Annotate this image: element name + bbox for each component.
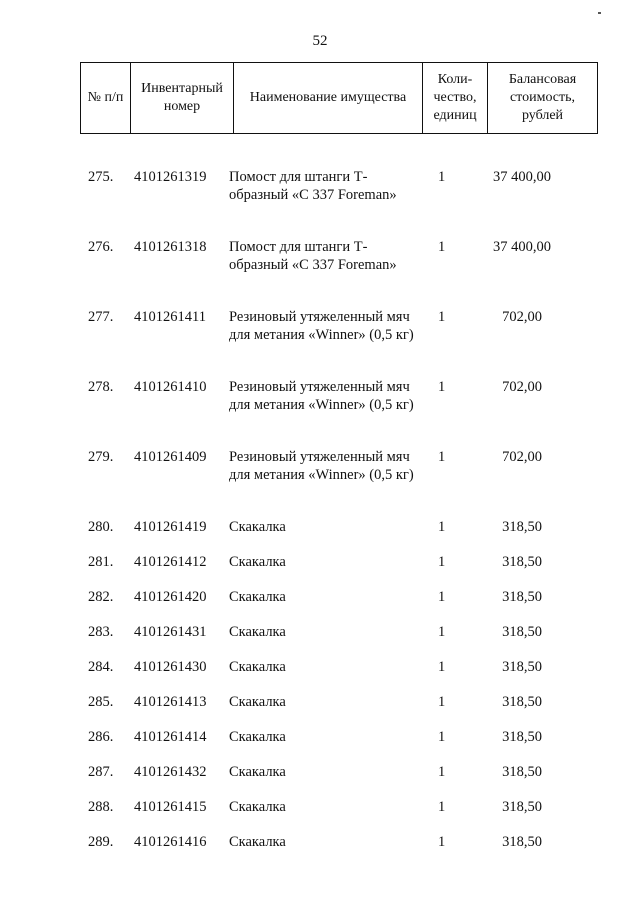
row-number: 280. [88, 519, 114, 535]
row-number: 288. [88, 799, 114, 815]
header-name: Наименование имущества [234, 63, 423, 134]
item-quantity: 1 [438, 309, 446, 325]
item-name: Резиновый утяжеленный мяч для метания «Winner» (0,5 кг) [229, 379, 414, 413]
item-name: Скакалка [229, 834, 286, 850]
row-number: 287. [88, 764, 114, 780]
table-row [0, 238, 640, 308]
row-number: 276. [88, 239, 114, 255]
item-cost: 318,50 [502, 659, 542, 675]
row-number: 284. [88, 659, 114, 675]
row-number: 283. [88, 624, 114, 640]
item-cost: 318,50 [502, 694, 542, 710]
table-row [0, 833, 640, 868]
item-name: Скакалка [229, 589, 286, 605]
item-quantity: 1 [438, 589, 446, 605]
item-quantity: 1 [438, 379, 446, 395]
inventory-number: 4101261415 [134, 799, 207, 815]
table-row [0, 763, 640, 798]
item-quantity: 1 [438, 694, 446, 710]
row-number: 282. [88, 589, 114, 605]
item-quantity: 1 [438, 799, 446, 815]
table-row [0, 658, 640, 693]
item-cost: 702,00 [502, 379, 542, 395]
item-quantity: 1 [438, 834, 446, 850]
item-name: Скакалка [229, 799, 286, 815]
table-row [0, 553, 640, 588]
header-num: № п/п [81, 63, 131, 134]
item-cost: 318,50 [502, 729, 542, 745]
table-row [0, 518, 640, 553]
item-quantity: 1 [438, 764, 446, 780]
item-name: Скакалка [229, 694, 286, 710]
table-row [0, 728, 640, 763]
item-name: Скакалка [229, 659, 286, 675]
table-row [0, 798, 640, 833]
item-quantity: 1 [438, 659, 446, 675]
table-row [0, 693, 640, 728]
table-row [0, 588, 640, 623]
row-number: 289. [88, 834, 114, 850]
item-cost: 318,50 [502, 519, 542, 535]
inventory-number: 4101261432 [134, 764, 207, 780]
item-name: Скакалка [229, 729, 286, 745]
item-name: Скакалка [229, 519, 286, 535]
header-inventory: Инвентарный номер [131, 63, 234, 134]
item-name: Резиновый утяжеленный мяч для метания «Winner» (0,5 кг) [229, 449, 414, 483]
item-name: Скакалка [229, 624, 286, 640]
row-number: 278. [88, 379, 114, 395]
row-number: 279. [88, 449, 114, 465]
inventory-number: 4101261414 [134, 729, 207, 745]
item-cost: 318,50 [502, 589, 542, 605]
table-row [0, 448, 640, 518]
row-number: 275. [88, 169, 114, 185]
item-cost: 318,50 [502, 624, 542, 640]
row-number: 277. [88, 309, 114, 325]
table-row [0, 168, 640, 238]
item-cost: 318,50 [502, 554, 542, 570]
page-number: 52 [312, 33, 328, 49]
item-quantity: 1 [438, 239, 446, 255]
inventory-number: 4101261412 [134, 554, 207, 570]
item-cost: 702,00 [502, 309, 542, 325]
item-quantity: 1 [438, 554, 446, 570]
item-name: Скакалка [229, 764, 286, 780]
table-row [0, 308, 640, 378]
header-cost: Балансовая стоимость, рублей [488, 63, 598, 134]
item-name: Скакалка [229, 554, 286, 570]
inventory-number: 4101261413 [134, 694, 207, 710]
item-quantity: 1 [438, 169, 446, 185]
inventory-number: 4101261416 [134, 834, 207, 850]
table-row [0, 623, 640, 658]
inventory-number: 4101261410 [134, 379, 207, 395]
inventory-number: 4101261411 [134, 309, 206, 325]
inventory-number: 4101261431 [134, 624, 207, 640]
item-quantity: 1 [438, 519, 446, 535]
item-cost: 37 400,00 [493, 239, 551, 255]
item-name: Резиновый утяжеленный мяч для метания «Winner» (0,5 кг) [229, 309, 414, 343]
item-cost: 702,00 [502, 449, 542, 465]
item-quantity: 1 [438, 449, 446, 465]
table-row [0, 378, 640, 448]
item-name: Помост для штанги Т-образный «C 337 Foreman» [229, 239, 397, 273]
inventory-number: 4101261409 [134, 449, 207, 465]
row-number: 281. [88, 554, 114, 570]
item-quantity: 1 [438, 729, 446, 745]
item-cost: 318,50 [502, 799, 542, 815]
item-quantity: 1 [438, 624, 446, 640]
item-cost: 318,50 [502, 834, 542, 850]
table-header [80, 62, 598, 134]
inventory-number: 4101261420 [134, 589, 207, 605]
table-body [0, 168, 640, 868]
scan-mark [598, 12, 601, 14]
item-cost: 37 400,00 [493, 169, 551, 185]
inventory-number: 4101261430 [134, 659, 207, 675]
header-quantity: Коли-чество, единиц [423, 63, 488, 134]
row-number: 285. [88, 694, 114, 710]
row-number: 286. [88, 729, 114, 745]
item-cost: 318,50 [502, 764, 542, 780]
inventory-number: 4101261419 [134, 519, 207, 535]
item-name: Помост для штанги Т-образный «C 337 Foreman» [229, 169, 397, 203]
inventory-number: 4101261318 [134, 239, 207, 255]
inventory-number: 4101261319 [134, 169, 207, 185]
